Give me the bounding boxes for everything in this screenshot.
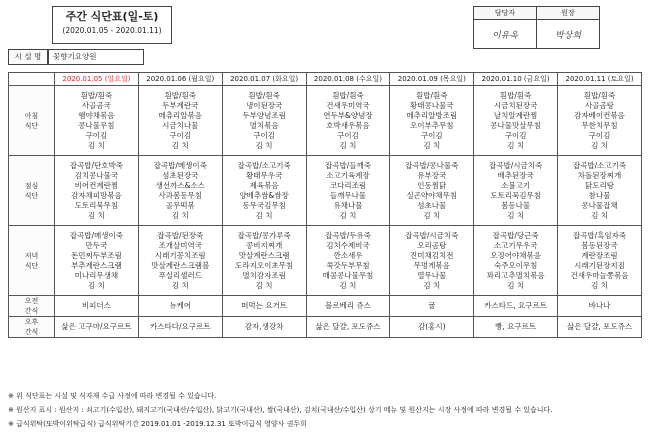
dinner-cell bbox=[138, 226, 222, 296]
am-snack-row bbox=[9, 296, 642, 317]
lunch-cell bbox=[558, 156, 642, 226]
menu-item: 만두국 bbox=[85, 240, 108, 250]
menu-item: 냉이된장국 bbox=[245, 100, 283, 110]
am-snack-cell bbox=[306, 296, 390, 317]
menu-item: 잡곡밥/소고기죽 bbox=[572, 160, 627, 170]
menu-item: 쑥갓두부무침 bbox=[326, 260, 370, 270]
menu-item: 흰밥/흰죽 bbox=[499, 90, 532, 100]
am-snack-cell bbox=[222, 296, 306, 317]
menu-item: 김 치 bbox=[423, 140, 441, 150]
lunch-row bbox=[9, 156, 642, 226]
dinner-label: 저녁 식단 bbox=[9, 226, 55, 296]
menu-item: 콩나물맛살무침 bbox=[490, 120, 541, 130]
menu-item: 김 치 bbox=[255, 140, 273, 150]
facility-row bbox=[8, 49, 638, 63]
menu-item: 시금치된장국 bbox=[493, 100, 538, 110]
menu-item: 떠먹는 요거트 bbox=[241, 301, 288, 310]
weekly-menu-table bbox=[8, 72, 642, 338]
menu-item: 참나물 bbox=[588, 190, 611, 200]
menu-item: 김 치 bbox=[507, 210, 525, 220]
menu-item: 카스타드, 요구르트 bbox=[484, 301, 547, 310]
menu-item: 흰밥/흰죽 bbox=[164, 90, 197, 100]
menu-item: 구이김 bbox=[85, 130, 108, 140]
note-line: ※ 원산지 표시 : 원산지 : 쇠고기(수입산), 돼지고기(국내산/수입산), 닭고기(국내산), 쌀(국내산), 김치(국내산/수입산) 상기 메뉴 및 원산지는 시장 사정에 따라 변경될 수 있습니다. bbox=[8, 406, 553, 414]
approval-sign-table bbox=[473, 6, 600, 49]
menu-item: 황태콩나물국 bbox=[410, 100, 454, 110]
writer-signature: 이유옥 bbox=[474, 20, 537, 49]
day-header-thu: 2020.01.09 (목요일) bbox=[390, 73, 474, 86]
menu-item: 시금치나물 bbox=[162, 120, 199, 130]
menu-item: 도토리묵무침 bbox=[74, 200, 119, 210]
lunch-cell bbox=[390, 156, 474, 226]
menu-item: 흰밥/흰죽 bbox=[80, 90, 113, 100]
menu-item: 잡곡밥/소고기죽 bbox=[237, 160, 291, 170]
menu-item: 맛살계란스크램 bbox=[238, 250, 290, 260]
lunch-cell bbox=[222, 156, 306, 226]
menu-item: 오이부추무침 bbox=[410, 120, 454, 130]
pm-snack-cell bbox=[138, 317, 222, 338]
menu-item: 숙주오이무침 bbox=[493, 260, 538, 270]
menu-item: 들깨무나물 bbox=[329, 190, 367, 200]
menu-item: 연두부&양념장 bbox=[323, 110, 373, 120]
breakfast-cell bbox=[558, 86, 642, 156]
menu-item: 시래기된장지짐 bbox=[574, 260, 625, 270]
menu-item: 콩나물무침 bbox=[78, 120, 115, 130]
day-header-wed: 2020.01.08 (수요일) bbox=[306, 73, 390, 86]
lunch-cell bbox=[55, 156, 139, 226]
menu-item: 김 치 bbox=[171, 210, 189, 220]
am-snack-cell bbox=[558, 296, 642, 317]
menu-item: 김 치 bbox=[87, 140, 105, 150]
menu-item: 감자채피망볶음 bbox=[71, 190, 122, 200]
menu-item: 김 치 bbox=[171, 140, 189, 150]
am-snack-cell bbox=[474, 296, 558, 317]
menu-item: 푸실리샐러드 bbox=[158, 270, 202, 280]
menu-item: 구이김 bbox=[169, 130, 192, 140]
menu-item: 빵, 요구르트 bbox=[495, 322, 537, 331]
menu-item: 조개살미역국 bbox=[158, 240, 202, 250]
menu-item: 유부장국 bbox=[417, 170, 447, 180]
director-label: 원장 bbox=[537, 7, 600, 20]
menu-item: 잡곡밥/단호박죽 bbox=[69, 160, 124, 170]
menu-item: 황태무우국 bbox=[245, 170, 283, 180]
corner-cell bbox=[9, 73, 55, 86]
am-snack-cell bbox=[138, 296, 222, 317]
menu-item: 사골곰탕 bbox=[585, 100, 615, 110]
menu-item: 양배추쌈&쌈장 bbox=[239, 190, 289, 200]
lunch-label: 점심 식단 bbox=[9, 156, 55, 226]
menu-item: 김 치 bbox=[591, 210, 608, 220]
menu-item: 부추계란스크램 bbox=[71, 260, 122, 270]
menu-item: 김 치 bbox=[591, 280, 608, 290]
page-title: 주간 식단표(일-토) bbox=[65, 10, 159, 23]
menu-item: 잡곡밥/콩나물죽 bbox=[405, 160, 459, 170]
menu-item: 비어컨계란찜 bbox=[74, 180, 119, 190]
lunch-cell bbox=[306, 156, 390, 226]
menu-item: 멸치볶음 bbox=[249, 120, 279, 130]
menu-item: 잡곡밥/당근죽 bbox=[492, 230, 539, 240]
menu-item: 김 치 bbox=[339, 280, 357, 290]
menu-item: 도토리묵김무침 bbox=[490, 190, 541, 200]
menu-item: 오리곰탕 bbox=[417, 240, 447, 250]
menu-item: 잡곡밥/된장죽 bbox=[157, 230, 204, 240]
menu-item: 닭도리탕 bbox=[585, 180, 615, 190]
menu-item: 흰밥/흰죽 bbox=[248, 90, 280, 100]
dinner-cell bbox=[306, 226, 390, 296]
lunch-cell bbox=[474, 156, 558, 226]
menu-item: 구이김 bbox=[588, 130, 611, 140]
dinner-cell bbox=[55, 226, 139, 296]
menu-item: 메츄리알볶음 bbox=[158, 110, 202, 120]
menu-item: 미나리무생채 bbox=[74, 270, 119, 280]
menu-item: 김 치 bbox=[507, 140, 525, 150]
menu-item: 섬초나물 bbox=[417, 200, 447, 210]
menu-item: 유채나물 bbox=[333, 200, 363, 210]
menu-item: 날치알계란찜 bbox=[493, 110, 538, 120]
breakfast-cell bbox=[222, 86, 306, 156]
menu-item: 호박새우볶음 bbox=[326, 120, 370, 130]
menu-item: 김 치 bbox=[507, 280, 525, 290]
menu-item: 블르베리 쥬스 bbox=[325, 301, 371, 310]
breakfast-cell bbox=[138, 86, 222, 156]
menu-item: 감(홍시) bbox=[418, 322, 446, 331]
am-snack-label: 오전 간식 bbox=[9, 296, 55, 317]
menu-item: 햄야채볶음 bbox=[78, 110, 115, 120]
day-header-tue: 2020.01.07 (화요일) bbox=[222, 73, 306, 86]
day-header-fri: 2020.01.10 (금요일) bbox=[474, 73, 558, 86]
menu-item: 귤 bbox=[428, 301, 436, 310]
menu-item: 잡곡밥/시금치죽 bbox=[405, 230, 459, 240]
menu-item: 꽈리고추멸치볶음 bbox=[486, 270, 545, 280]
menu-item: 사골곰국 bbox=[81, 100, 111, 110]
menu-item: 열무나물 bbox=[417, 270, 447, 280]
menu-item: 김 치 bbox=[339, 210, 357, 220]
menu-item: 구이김 bbox=[253, 130, 275, 140]
menu-item: 진미채김치전 bbox=[410, 250, 454, 260]
menu-item: 계란장조림 bbox=[581, 250, 618, 260]
menu-item: 실곤약야채무침 bbox=[406, 190, 458, 200]
day-header-sun: 2020.01.05 (일요일) bbox=[55, 73, 139, 86]
menu-item: 김 치 bbox=[423, 280, 441, 290]
writer-label: 담당자 bbox=[474, 7, 537, 20]
breakfast-cell bbox=[474, 86, 558, 156]
day-header-mon: 2020.01.06 (월요일) bbox=[138, 73, 222, 86]
facility-name: 꽃향기요양원 bbox=[48, 49, 144, 65]
dinner-cell bbox=[474, 226, 558, 296]
menu-item: 돈민찌두부조림 bbox=[71, 250, 122, 260]
menu-item: 시래기꽁치조림 bbox=[154, 250, 206, 260]
menu-item: 오징어야채볶음 bbox=[490, 250, 541, 260]
note-line: ※ 위 식단표는 시설 및 식자재 수급 사정에 따라 변경될 수 있습니다. bbox=[8, 392, 217, 400]
day-header-row bbox=[9, 73, 642, 86]
menu-item: 김 치 bbox=[255, 280, 273, 290]
menu-item: 잡곡밥/메생이죽 bbox=[69, 230, 124, 240]
menu-item: 건새우마늘쫑볶음 bbox=[570, 270, 629, 280]
menu-item: 구이김 bbox=[420, 130, 443, 140]
menu-item: 배추된장국 bbox=[497, 170, 534, 180]
menu-item: 생선까스&소스 bbox=[155, 180, 205, 190]
menu-item: 흰밥/흰죽 bbox=[332, 90, 364, 100]
menu-item: 소고기무우국 bbox=[493, 240, 538, 250]
pm-snack-cell bbox=[222, 317, 306, 338]
lunch-cell bbox=[138, 156, 222, 226]
menu-item: 깐소새우 bbox=[333, 250, 363, 260]
menu-item: 매콤콩나물무침 bbox=[322, 270, 374, 280]
menu-item: 감자,생강차 bbox=[244, 322, 284, 331]
breakfast-row bbox=[9, 86, 642, 156]
menu-item: 삶은 고구마/요구르트 bbox=[61, 322, 132, 331]
pm-snack-cell bbox=[474, 317, 558, 338]
menu-item: 동무국김무침 bbox=[242, 200, 286, 210]
menu-item: 메추리알방조림 bbox=[406, 110, 458, 120]
menu-item: 감자베이컨볶음 bbox=[574, 110, 625, 120]
dinner-cell bbox=[222, 226, 306, 296]
pm-snack-cell bbox=[558, 317, 642, 338]
menu-item: 콩나물잡채 bbox=[581, 200, 618, 210]
pm-snack-row bbox=[9, 317, 642, 338]
breakfast-cell bbox=[390, 86, 474, 156]
menu-item: 두부계란국 bbox=[162, 100, 199, 110]
menu-period: (2020.01.05 - 2020.01.11) bbox=[62, 26, 162, 35]
menu-item: 김 치 bbox=[591, 140, 608, 150]
menu-item: 바나나 bbox=[588, 301, 611, 310]
menu-item: 흰밥/흰죽 bbox=[583, 90, 616, 100]
menu-item: 봄동된장국 bbox=[581, 240, 618, 250]
pm-snack-cell bbox=[306, 317, 390, 338]
menu-item: 도라지오이초무침 bbox=[235, 260, 294, 270]
menu-item: 삶은 달걀, 포도쥬스 bbox=[566, 322, 633, 331]
menu-title-box bbox=[52, 6, 172, 44]
menu-item: 무멍게볶음 bbox=[413, 260, 450, 270]
menu-item: 봄동나물 bbox=[501, 200, 531, 210]
menu-item: 삶은 달걀, 포도쥬스 bbox=[315, 322, 381, 331]
menu-item: 비피더스 bbox=[81, 301, 111, 310]
breakfast-label: 아침 식단 bbox=[9, 86, 55, 156]
day-header-sat: 2020.01.11 (토요일) bbox=[558, 73, 642, 86]
dinner-cell bbox=[558, 226, 642, 296]
dinner-cell bbox=[390, 226, 474, 296]
menu-item: 구이김 bbox=[337, 130, 359, 140]
menu-item: 김 치 bbox=[339, 140, 357, 150]
pm-snack-cell bbox=[55, 317, 139, 338]
menu-item: 인동찜닭 bbox=[417, 180, 447, 190]
menu-item: 섬초된장국 bbox=[162, 170, 199, 180]
menu-item: 제육볶음 bbox=[249, 180, 279, 190]
menu-item: 김 치 bbox=[423, 210, 441, 220]
menu-item: 김 치 bbox=[87, 280, 105, 290]
menu-item: 김 치 bbox=[255, 210, 273, 220]
menu-item: 김 치 bbox=[171, 280, 189, 290]
menu-item: 소고기육계장 bbox=[326, 170, 370, 180]
menu-item: 잡곡밥/두유죽 bbox=[324, 230, 371, 240]
menu-item: 소불고기 bbox=[501, 180, 531, 190]
menu-item: 잡곡밥/흑임자죽 bbox=[572, 230, 627, 240]
menu-item: 코다리조림 bbox=[329, 180, 367, 190]
director-signature: 박상희 bbox=[537, 20, 600, 49]
menu-item: 사과봄동무침 bbox=[158, 190, 202, 200]
menu-item: 맛살계란스크램블 bbox=[151, 260, 210, 270]
menu-item: 구이김 bbox=[504, 130, 527, 140]
menu-item: 김치수제비국 bbox=[326, 240, 370, 250]
pm-snack-cell bbox=[390, 317, 474, 338]
menu-item: 건새우미역국 bbox=[326, 100, 370, 110]
dinner-row bbox=[9, 226, 642, 296]
menu-item: 김치콩나물국 bbox=[74, 170, 119, 180]
menu-item: 잡곡밥/시금치죽 bbox=[489, 160, 543, 170]
menu-item: 골무떡볶 bbox=[165, 200, 195, 210]
menu-item: 잡곡밥/메생이죽 bbox=[153, 160, 207, 170]
breakfast-cell bbox=[55, 86, 139, 156]
menu-item: 잡곡밥/들깨죽 bbox=[324, 160, 371, 170]
menu-item: 차돌된장찌개 bbox=[577, 170, 622, 180]
menu-item: 무한치무침 bbox=[581, 120, 618, 130]
menu-item: 흰밥/흰죽 bbox=[416, 90, 448, 100]
menu-item: 잡곡밥/콩가루죽 bbox=[237, 230, 291, 240]
breakfast-cell bbox=[306, 86, 390, 156]
menu-item: 콩비지찌개 bbox=[245, 240, 283, 250]
menu-item: 김 치 bbox=[87, 210, 105, 220]
note-line: ※ 급식위탁(또박이위탁급식) 급식위탁기간 2019.01.01 -2019.12.31 또박이급식 영양사 권두희 bbox=[8, 420, 307, 428]
notes-section bbox=[8, 389, 553, 431]
pm-snack-label: 오후 간식 bbox=[9, 317, 55, 338]
am-snack-cell bbox=[55, 296, 139, 317]
menu-item: 멸치감자조림 bbox=[242, 270, 286, 280]
facility-label: 시 설 명 bbox=[8, 49, 48, 65]
menu-item: 뉴케어 bbox=[169, 301, 192, 310]
am-snack-cell bbox=[390, 296, 474, 317]
menu-item: 카스타다/요구르트 bbox=[150, 322, 211, 331]
menu-item: 두부양념조림 bbox=[242, 110, 286, 120]
